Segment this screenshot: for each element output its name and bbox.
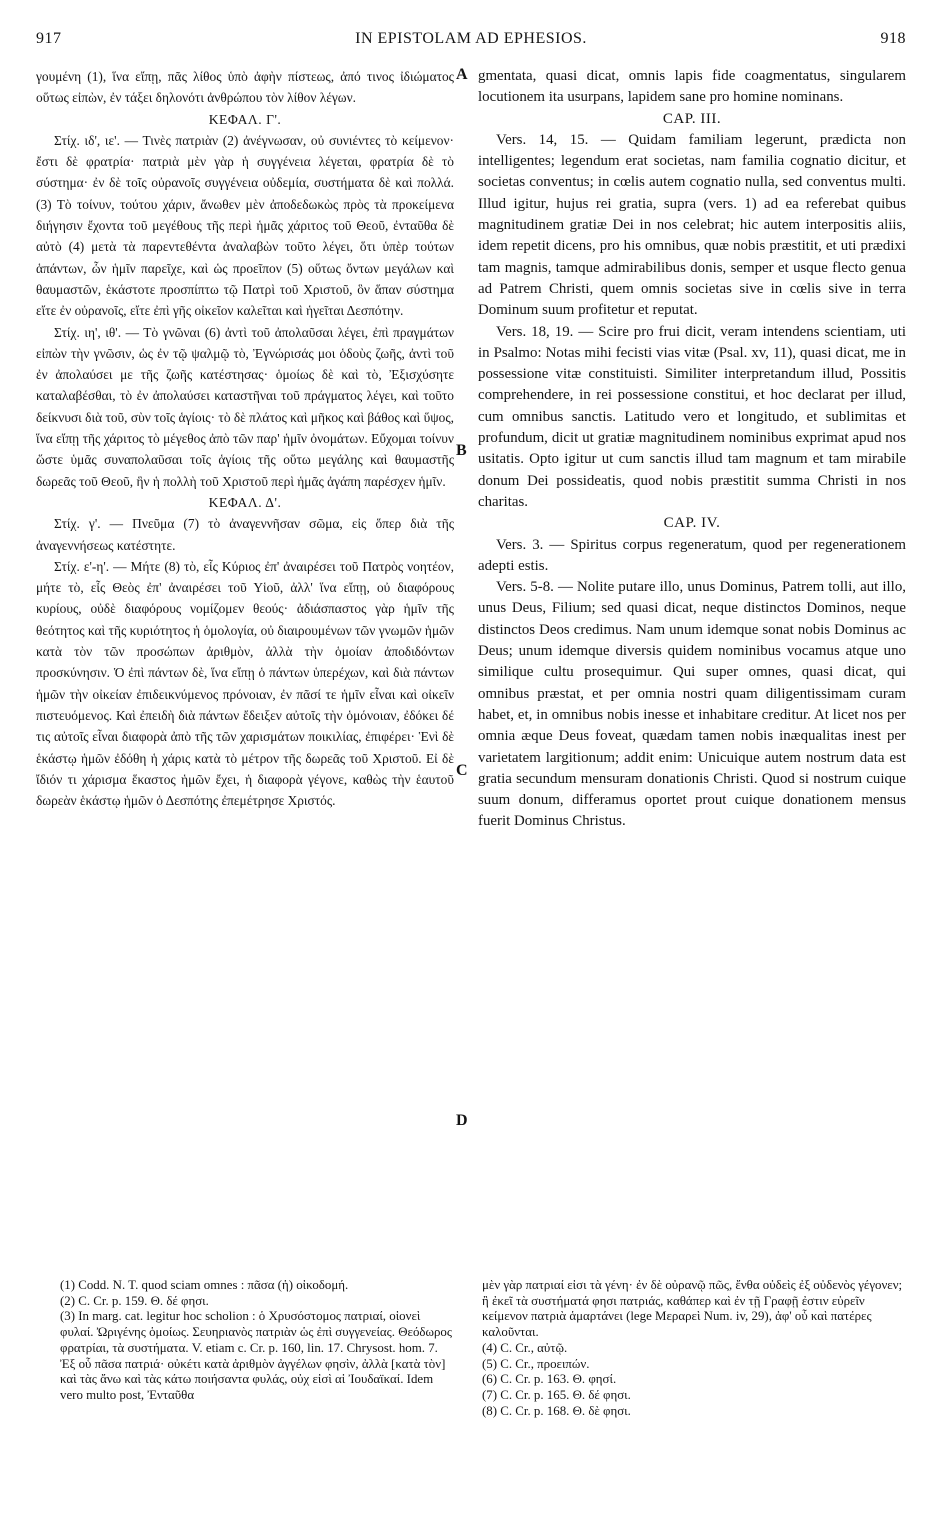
latin-paragraph: Vers. 14, 15. — Quidam familiam legerunt, prædicta non intelligentes; legendum erat societas, nam familia cognatio dicitur, et societas conventus; in cœlis autem cognatio nulla, sed conventus multi. Illud igitur, hujus rei gratia, supra (vers. 1) ad ea referebat quibus magnitudinem gratiæ Dei in nos celebrat; hic autem interpositis aliis, idem repetit dicens, pro his omnibus, quæ nobis præstitit, et uti prædixi tam magnis, tamque admirabilibus donis, semper et usque flecto genua ad Patrem Christi, quem omnis societas sive in cœlis sive in terra Dominum suum profitetur et reputat. [478,131,906,319]
latin-paragraph: Vers. 3. — Spiritus corpus regeneratum, quod per regenerationem adepti estis. [478,536,906,574]
latin-column [478,66,906,833]
page-number-right: 918 [880,30,906,47]
footnote: μὲν γὰρ πατριαί εἰσι τὰ γένη· ἐν δὲ οὐρανῷ πῶς, ἔνθα οὐδεὶς ἐξ οὐδενὸς γέγονεν; ἢ ἐκεῖ τὰ συστήματά φησι πατριάς, καθάπερ καὶ ἐν τῇ Γραφῇ ἐστιν εὑρεῖν κείμενον πατριὰ ἁμαρτάνει (lege Μεραρεὶ Num. iv, 29), ἀφ' οὗ καὶ πατέρες καλοῦνται. [482,1278,903,1340]
footnote: (4) C. Cr., αὐτῷ. [482,1340,568,1355]
running-header [36,30,906,50]
footnotes-left [60,1278,456,1404]
latin-paragraph: Vers. 5-8. — Nolite putare illo, unus Dominus, Patrem tolli, aut illo, unus Deus, Filium; sed quasi dicat, neque distinctos Dominos, neque distinctos Deos credimus. Nam unum idemque sonat nobis Dominus ac Deus; unum idemque diversis quidem nominibus vocamus atque uno similique cultu prosequimur. Qui super omnes, quasi dicat, qui omnibus præstat, et per omnia nostri quam diligentissimam curam habet, et, in omnibus nobis inesse et inhabitare creditur. At licet nos per omnia æque Deus foveat, quædam tamen nobis inæqualitas inest per varietatem largitionum; addit enim: Unicuique autem nostrum data est gratia secundum mensuram donationis Christi. Quod si nostrum cuique suum donum, differamus oportet prout cuique donationem mensus fuerit Dominus Christus. [478,579,906,830]
latin-chapter-heading: CAP. IV. [663,515,721,532]
latin-paragraph: gmentata, quasi dicat, omnis lapis fide coagmentatus, singularem locutionem ita usurpans, lapidem sane pro homine nominans. [478,68,906,106]
margin-letter-d: D [456,1112,468,1129]
footnote: (5) C. Cr., προειπών. [482,1356,590,1371]
greek-paragraph: γουμένη (1), ἵνα εἴπῃ, πᾶς λίθος ὑπὸ ἀφὴν πίστεως, ἀπό τινος ἰδιώματος οὕτως εἰπὼν, ἐν τάξει δηλονότι ἀνθρώπου τὸν λίθον λέγων. [36,69,454,106]
greek-paragraph: Στίχ. ε'-η'. — Μήτε (8) τὸ, εἷς Κύριος ἐπ' ἀναιρέσει τοῦ Πατρὸς νοητέον, μήτε τὸ, εἷς Θεὸς ἐπ' ἀναιρέσει τοῦ Υἱοῦ, ἀλλ' ἵνα εἴπῃ, οὐ διαφόρους κυρίους, οὐδὲ διαφόρους νομίζομεν θεούς· ἀδιάσπαστος γὰρ ἡμῖν τῆς θεότητος καὶ τῆς κυριότητος ἡ ὁμολογία, οὐ διαιρουμένων τῶν γνωμῶν ἡμῶν κατὰ τὸν τῶν προσώπων ἀριθμὸν, ἀλλὰ τὴν ὁμοίαν ἀποδιδόντων προσκύνησιν. Ὁ ἐπὶ πάντων δὲ, ἵνα εἴπῃ ὁ πάντων ὑπερέχων, καὶ διὰ πάντων ἡμῶν τὴν οἰκείαν ἐπιδεικνύμενος πρόνοιαν, ἐν πᾶσί τε ἡμῖν εἶναι καὶ οἰκεῖν πιστευόμενος. Καὶ ἐπειδὴ διὰ πάντων ἔδειξεν αὐτοῖς τὴν ὁμόνοιαν, ἐδόκει δέ τις αὐτοῖς εἶναι διαφορὰ ἀπὸ τῆς τῶν χαρισμάτων ποικιλίας, ἐπιφέρει· Ἑνὶ δὲ ἑκάστῳ ἡμῶν ἐδόθη ἡ χάρις κατὰ τὸ μέτρον τῆς δωρεᾶς τοῦ Χριστοῦ. Εἰ δὲ ἴδιόν τι χάρισμα ἕκαστος ἡμῶν ἔχει, ἡ διαφορὰ γέγονε, καθὼς τὴν ἑαυτοῦ δωρεὰν ἑκάστῳ ἡμῶν ὁ Δεσπότης ἐπεμέτρησε Χριστός. [36,558,454,809]
greek-paragraph: Στίχ. ιδ', ιε'. — Τινὲς πατριὰν (2) ἀνέγνωσαν, οὐ συνιέντες τὸ κείμενον· ἔστι δὲ φρατρία· πατριὰ μὲν γὰρ ἡ συγγένεια λέγεται, φρατρία δὲ τὸ σύστημα· ἐν δὲ τοῖς οὐρανοῖς συγγένεια οὐδεμία, συστήματα δὲ καὶ πολλά. (3) Τὸ τοίνυν, τούτου χάριν, ἄνωθεν μὲν ἀποδεδωκὼς πρὸς τὰ προκείμενα διήγησιν ἔχοντα τοῦ μεγέθους τῆς περὶ ἡμᾶς χάριτος τοῦ Θεοῦ, ἐνταῦθα δὲ αὐτὸ (4) μετὰ τὰ παρεντεθέντα ἀναλαβὼν τοῦτο λέγει, ὅτι ὑπὲρ τούτων ἁπάντων, ὧν ἡμῖν παρεῖχε, καὶ ὡς προεῖπον (5) οὕτως ὄντων μεγάλων καὶ θαυμαστῶν, ἑκάστοτε προσπίπτω τῷ Πατρὶ τοῦ Χριστοῦ, ὃν ἅπαν σύστημα εἴτε ἐν οὐρανοῖς, εἴτε ἐπὶ γῆς οἰκεῖον καλεῖται καὶ ἡγεῖται Δεσπότην. [36,132,454,319]
footnote: (6) C. Cr. p. 163. Θ. φησί. [482,1372,617,1387]
margin-letter-a: A [456,66,468,83]
running-title: IN EPISTOLAM AD EPHESIOS. [355,30,587,47]
footnote: (2) C. Cr. p. 159. Θ. δέ φησι. [60,1293,209,1308]
page-number-left: 917 [36,30,62,47]
greek-paragraph: Στίχ. ιη', ιθ'. — Τὸ γνῶναι (6) ἀντὶ τοῦ ἀπολαῦσαι λέγει, ἐπὶ πραγμάτων εἰπὼν τὴν γνῶσιν, ὡς ἐν τῷ ψαλμῷ τὸ, Ἐγνώρισάς μοι ὁδοὺς ζωῆς, ἀντὶ τοῦ ἐν ἀπολαύσει με τῆς ζωῆς κατέστησας· ὁμοίως δὲ καὶ τὸ, Ἐξισχύσητε καταλαβέσθαι, τὸ ἐν ἀπολαύσει καταστῆναι τοῦ πράγματος λέγει, καὶ τοῦτο δείκνυσι διὰ τοῦ, σὺν τοῖς ἁγίοις· τὸ δὲ πλάτος καὶ μῆκος καὶ βάθος καὶ ὕψος, ἵνα εἴπῃ τῆς χάριτος τὸ μέγεθος ἀπὸ τῶν παρ' ἡμῖν ὀνομάτων. Εὔχομαι τοίνυν ὥστε ὑμᾶς συναπολαῦσαι τοῖς ἁγίοις τῆς οὕτω μεγάλης καὶ θαυμαστῆς δωρεᾶς τοῦ Θεοῦ, ἣν ἡ πολλὴ τοῦ Χριστοῦ περὶ ἡμᾶς ἀγάπη παρέσχεν ἡμῖν. [36,324,454,489]
footnote: (3) In marg. cat. legitur hoc scholion : ὁ Χρυσόστομος πατριαί, οἱονεὶ φυλαί. Ὠριγένης ὁμοίως. Σευηριανὸς πατριὰν ὡς ἐπὶ συγγενείας. Θεόδωρος φρατρίαι, τὰ συστήματα. V. etiam c. Cr. p. 160, lin. 17. Chrysost. hom. 7. Ἐξ οὗ πᾶσα πατριά· οὐκέτι κατὰ ἀριθμὸν ἀγγέλων φησὶν, ἀλλὰ [κατὰ τὸν] καὶ τὰς ἄνω καὶ τὰς κάτω ποιήσαντα φυλάς, οὐχ εἰσὶ αἱ Ἰουδαϊκαί. Idem vero multo post, Ἐνταῦθα [60,1309,452,1402]
latin-chapter-heading: CAP. III. [662,110,722,127]
greek-chapter-heading: ΚΕΦΑΛ. Γ'. [208,111,282,127]
latin-paragraph: Vers. 18, 19. — Scire pro frui dicit, veram intendens scientiam, uti in Psalmo: Notas mihi fecisti vias vitæ (Psal. xv, 11), quasi dicat, me in possessione vitæ constituisti. Similiter interpretandum illud, Possitis comprehendere, in rei possessione constitui, et hoc declarat per illud, cum omnibus sanctis. Latitudo vero et longitudo, et sublimitas et profundum, dicit ut gratiæ magnitudinem nominibus exprimat apud nos usitatis. Opto igitur ut cum sanctis illud tam magnum et tam mirabile donum Dei possideatis, quod nobis præstitit summa Christi in nos charitas. [478,323,906,510]
footnote: (1) Codd. N. T. quod sciam omnes : πᾶσα (ἡ) οἰκοδομή. [60,1278,349,1292]
greek-chapter-heading: ΚΕΦΑΛ. Δ'. [208,494,282,510]
footnotes-right [482,1278,906,1419]
margin-letter-b: B [456,442,467,459]
greek-column [36,66,454,811]
margin-letter-c: C [456,762,468,779]
greek-paragraph: Στίχ. γ'. — Πνεῦμα (7) τὸ ἀναγεννῆσαν σῶμα, εἰς ὅπερ διὰ τῆς ἀναγεννήσεως κατέστητε. [36,516,454,553]
footnote: (8) C. Cr. p. 168. Θ. δὲ φησι. [482,1403,631,1418]
footnote: (7) C. Cr. p. 165. Θ. δέ φησι. [482,1387,631,1402]
